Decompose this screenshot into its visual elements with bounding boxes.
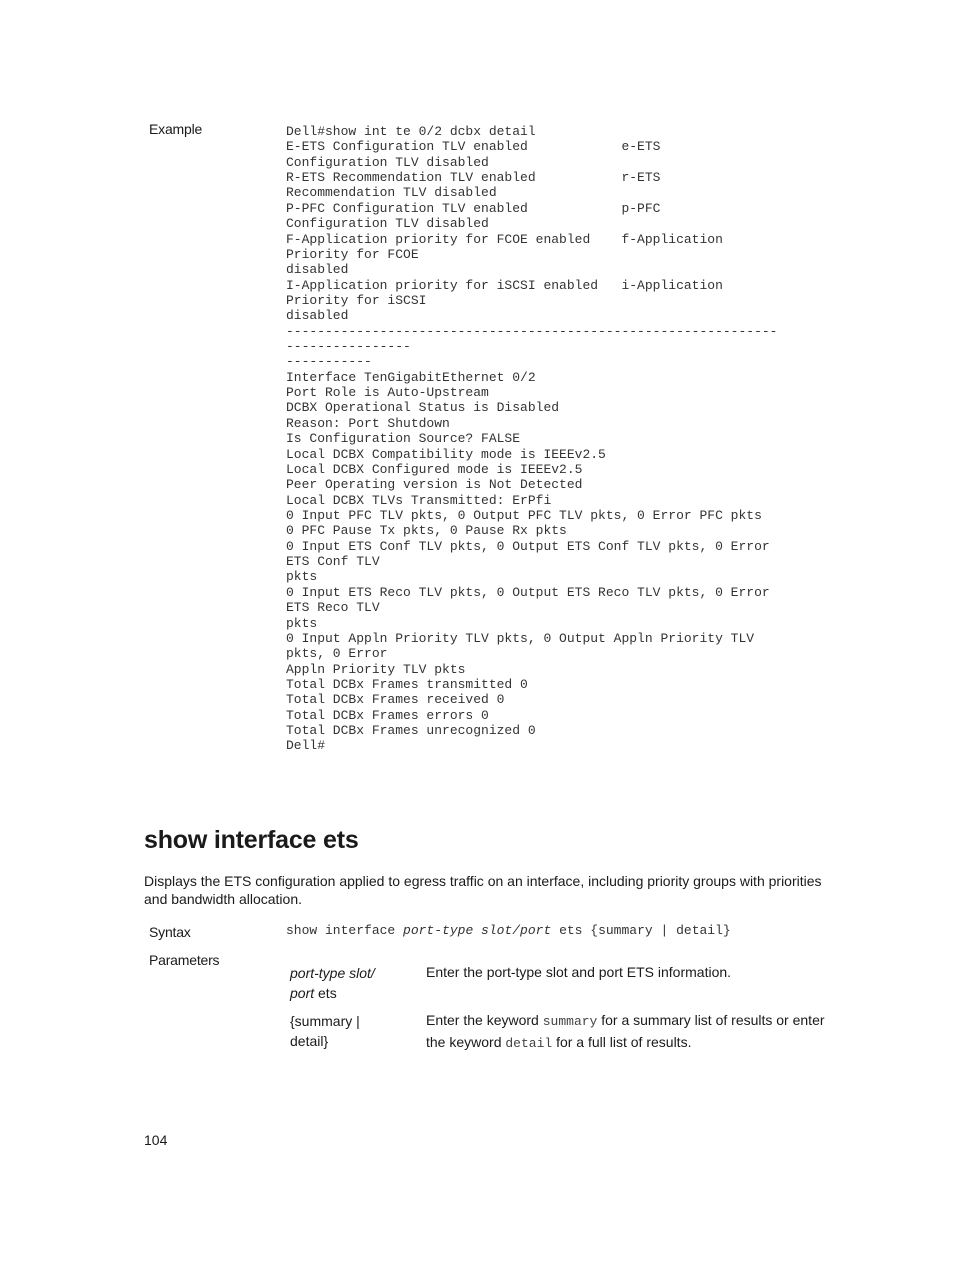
code-line: E-ETS Configuration TLV enabled e-ETS xyxy=(286,139,661,155)
keyword-summary: summary xyxy=(542,1014,598,1029)
code-line: Total DCBx Frames transmitted 0 xyxy=(286,676,528,692)
param-desc-summary-detail xyxy=(426,1010,826,1054)
code-line: 0 Input ETS Reco TLV pkts, 0 Output ETS Reco TLV pkts, 0 Error xyxy=(286,584,770,600)
code-line: Local DCBX TLVs Transmitted: ErPfi xyxy=(286,492,552,508)
code-line: ----------- xyxy=(286,354,372,370)
param-name-summary-detail xyxy=(290,1011,360,1051)
section-title: show interface ets xyxy=(144,826,359,854)
code-line: Priority for iSCSI xyxy=(286,292,427,308)
code-line: 0 Input PFC TLV pkts, 0 Output PFC TLV pkts, 0 Error PFC pkts xyxy=(286,507,762,523)
code-line: 0 Input ETS Conf TLV pkts, 0 Output ETS Conf TLV pkts, 0 Error xyxy=(286,538,770,554)
code-line: Peer Operating version is Not Detected xyxy=(286,477,583,493)
code-line: Dell#show int te 0/2 dcbx detail xyxy=(286,124,536,139)
code-line: F-Application priority for FCOE enabled f-Application xyxy=(286,231,723,247)
parameters-label: Parameters xyxy=(149,952,220,968)
code-example xyxy=(286,124,777,754)
param-name-port-type xyxy=(290,963,375,1003)
syntax-suffix: ets {summary | detail} xyxy=(551,923,731,938)
param-desc-port-type: Enter the port-type slot and port ETS information. xyxy=(426,964,732,980)
syntax-prefix: show interface xyxy=(286,923,404,938)
code-line: ETS Reco TLV xyxy=(286,600,380,616)
param-name-line2-plain: ets xyxy=(314,985,337,1001)
code-line: --------------------------------------------------------------- xyxy=(286,323,778,339)
code-line: pkts xyxy=(286,615,318,631)
code-line: Appln Priority TLV pkts xyxy=(286,661,466,677)
code-line: I-Application priority for iSCSI enabled i-Application xyxy=(286,277,723,293)
code-line: ---------------- xyxy=(286,339,411,355)
code-line: pkts xyxy=(286,569,318,585)
code-line: Recommendation TLV disabled xyxy=(286,185,497,201)
code-line: Configuration TLV disabled xyxy=(286,154,489,170)
syntax-label: Syntax xyxy=(149,924,191,940)
code-line: P-PFC Configuration TLV enabled p-PFC xyxy=(286,200,661,216)
section-description: Displays the ETS configuration applied to egress traffic on an interface, including priority groups with priorities and bandwidth allocation. xyxy=(144,873,822,907)
code-line: 0 PFC Pause Tx pkts, 0 Pause Rx pkts xyxy=(286,523,567,539)
code-line: Dell# xyxy=(286,738,326,754)
keyword-detail: detail xyxy=(505,1036,553,1051)
param-desc-part-b: for a summary list of results or enter the keyword xyxy=(426,1012,825,1050)
param-name-line1: port-type slot/ xyxy=(290,965,375,981)
code-line: Local DCBX Configured mode is IEEEv2.5 xyxy=(286,461,583,477)
code-line: 0 Input Appln Priority TLV pkts, 0 Output Appln Priority TLV xyxy=(286,630,755,646)
code-line: disabled xyxy=(286,308,349,324)
code-line: Total DCBx Frames errors 0 xyxy=(286,707,489,723)
code-line: ETS Conf TLV xyxy=(286,554,380,570)
syntax-arg: port-type slot/port xyxy=(403,923,552,938)
code-line: disabled xyxy=(286,262,349,278)
code-line: Total DCBx Frames received 0 xyxy=(286,692,505,708)
param-desc-part-c: for a full list of results. xyxy=(552,1034,692,1050)
code-line: Interface TenGigabitEthernet 0/2 xyxy=(286,369,536,385)
code-line: Is Configuration Source? FALSE xyxy=(286,431,521,447)
code-line: Port Role is Auto-Upstream xyxy=(286,385,489,401)
code-line: Reason: Port Shutdown xyxy=(286,415,450,431)
code-line: Local DCBX Compatibility mode is IEEEv2.5 xyxy=(286,446,606,462)
param-desc-part-a: Enter the keyword xyxy=(426,1012,543,1028)
code-line: pkts, 0 Error xyxy=(286,646,388,662)
param-name-line2: detail} xyxy=(290,1033,329,1049)
code-line: Priority for FCOE xyxy=(286,246,419,262)
example-label: Example xyxy=(149,121,203,137)
page-number: 104 xyxy=(144,1132,168,1148)
code-line: Configuration TLV disabled xyxy=(286,216,489,232)
param-name-line2-italic: port xyxy=(290,985,315,1001)
code-line: R-ETS Recommendation TLV enabled r-ETS xyxy=(286,170,661,186)
param-name-line1: {summary | xyxy=(290,1013,360,1029)
code-line: DCBX Operational Status is Disabled xyxy=(286,400,560,416)
syntax-line xyxy=(286,923,731,938)
code-line: Total DCBx Frames unrecognized 0 xyxy=(286,723,536,739)
